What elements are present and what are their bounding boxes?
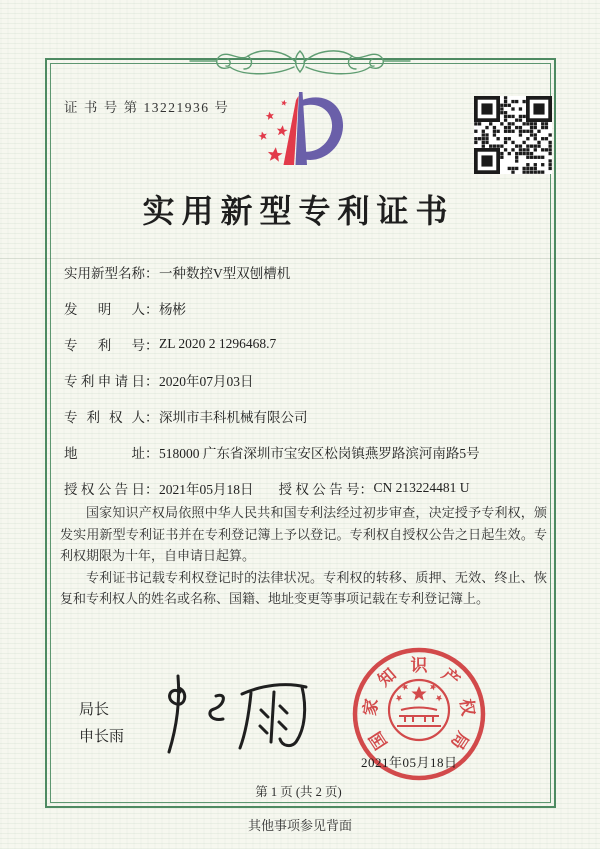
reverse-side-note: 其他事项参见背面 [247,818,352,833]
seal-char: 家 [360,697,382,717]
field-colon: ： [359,482,373,497]
field-value: ZL 2020 2 1296468.7 [159,336,277,351]
field-row-address [64,434,552,470]
certificate-number: 证 书 号 第 13221936 号 [64,100,230,115]
seal-char: 识 [410,656,428,675]
field-value: 518000 广东省深圳市宝安区松岗镇燕罗路滨河南路5号 [159,446,480,461]
legal-paragraph-1: 国家知识产权局依照中华人民共和国专利法经过初步审查，决定授予专利权，颁发实用新型专利证书并在专利登记簿上予以登记。专利权自授权公告之日起生效。专利权期限为十年，自申请日起算。 [60,505,547,563]
seal-date: 2021年05月18日 [361,755,458,770]
field-colon: ： [145,338,159,353]
commissioner-name: 申长雨 [79,729,125,745]
cnipa-logo-icon [246,86,350,182]
legal-text [60,502,547,610]
field-row-patent-no [64,326,552,362]
commissioner-title: 局长 [79,702,110,718]
china-national-emblem-icon [389,680,449,740]
field-label: 专利申请日 [64,374,145,389]
field-row-patentee [64,398,552,434]
page-number: 第 1 页 (共 2 页) [255,785,342,799]
field-colon: ： [145,374,159,389]
field-row-filing-date [64,362,552,398]
field-label: 地址 [64,446,145,461]
field-value: 2020年07月03日 [159,374,254,389]
field-value: 2021年05月18日 [159,482,254,497]
seal-char: 局 [447,728,473,753]
commissioner-block [79,697,124,751]
field-value: 深圳市丰科机械有限公司 [159,410,308,425]
field-row-inventor [64,290,552,326]
field-list [64,254,552,506]
field-row-grant [64,470,552,506]
seal-char: 国 [365,728,391,753]
field-colon: ： [145,482,159,497]
seal-char: 产 [438,664,464,691]
field-label: 专利权人 [64,410,145,425]
certificate-title: 实用新型专利证书 [142,193,455,229]
field-colon: ： [145,302,159,317]
field-label: 实用新型名称 [64,266,145,281]
handwritten-signature-icon [150,668,315,766]
seal-char: 权 [456,697,478,717]
field-colon: ： [145,446,159,461]
field-label: 专利号 [64,338,145,353]
field-label: 发明人 [64,302,145,317]
field-value: CN 213224481 U [373,480,470,495]
border-flourish-ornament [188,45,412,79]
field-row-name [64,254,552,290]
seal-char: 知 [374,664,400,691]
field-value: 一种数控V型双刨槽机 [159,266,291,281]
qr-code [474,96,552,174]
legal-paragraph-2: 专利证书记载专利权登记时的法律状况。专利权的转移、质押、无效、终止、恢复和专利权人的姓名或名称、国籍、地址变更等事项记载在专利登记簿上。 [60,569,547,606]
field-colon: ： [145,410,159,425]
field-value: 杨彬 [159,302,186,317]
field-colon: ： [145,266,159,281]
field-group-grant-no [279,478,470,498]
field-label: 授权公告日 [64,482,145,497]
field-label: 授权公告号 [278,482,360,497]
